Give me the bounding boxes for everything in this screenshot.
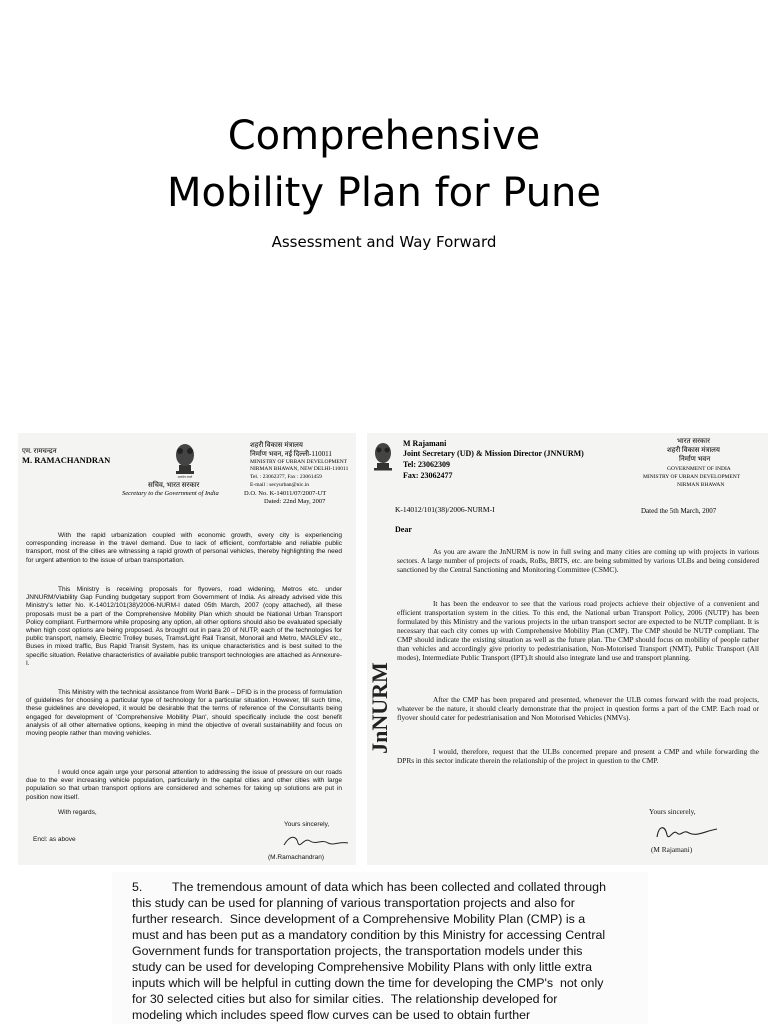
letter-left-para-3: This Ministry with the technical assistance from World Bank – DFID is in the process of formulation of guidelines for choosing a particular type of technology for a particular situation. However, till such time, these guidelines are developed, it would be desirable that the terms of reference of the Consultants being engaged for development of 'Comprehensive Mobility Plan', should specifically include the cost benefit analysis of all other alternative options, keeping in mind the objective of overall sustainability and focus on moving people rather than moving vehicles. [26, 689, 342, 738]
excerpt-line: Government funds for transportation projects, the transportation models under this [132, 944, 583, 958]
ministry-email: E-mail : secyurban@nic.in [250, 482, 309, 488]
excerpt-number: 5. [132, 880, 143, 894]
bhawan-name: NIRMAN BHAWAN [677, 482, 725, 488]
sender-designation: Joint Secretary (UD) & Mission Director (JNNURM) [403, 449, 584, 458]
letter-date: Dated the 5th March, 2007 [641, 507, 717, 515]
page-title [0, 108, 768, 222]
title-line-2: Mobility Plan for Pune [166, 170, 602, 216]
national-emblem-icon [170, 439, 200, 479]
do-number: D.O. No. K-14011/07/2007-UT [244, 490, 327, 497]
sender-fax: Fax: 23062477 [403, 471, 453, 480]
signature-rajamani-icon [653, 821, 723, 843]
letter-left-para-2: This Ministry is receiving proposals for flyovers, road widening, Metros etc. under JNNURM/Viability Gap Funding budgetary support from Government of India. As already advised vide this Ministry's letter No. K-14012/101(38)/2006-NURM-I dated 05th March, 2007 (copy attached), all these proposals must be a part of the Comprehensive Mobility Plan which should be National Urban Transport Policy compliant. Furthermore while proposing any option, all other options should also be evaluated specially when high cost options are being proposed. As brought out in para 20 of NUTP, each of the technologies for public transport, namely, Electric Trolley buses, Trams/Light Rail Transit, Monorail and Metro, MAGLEV etc., Buses in mixed traffic, Bus Rapid Transit System, has its unique characteristics and is best suited to the specific situation. Relative characteristics of available public transport technologies are attached as Annexure-I. [26, 586, 342, 667]
national-emblem-icon [371, 439, 395, 475]
letter-right-signoff: (M Rajamani) [651, 845, 693, 854]
designation: Secretary to the Government of India [122, 490, 219, 497]
excerpt-line: for 30 selected cities but also for similar cities. The relationship developed for [132, 992, 558, 1006]
ministry-address: NIRMAN BHAWAN, NEW DELHI-110011 [250, 466, 349, 472]
ministry-name: MINISTRY OF URBAN DEVELOPMENT [250, 459, 348, 465]
letter-right-yours: Yours sincerely, [649, 807, 696, 816]
excerpt-line: The tremendous amount of data which has been collected and collated through [172, 880, 606, 894]
gov-hindi: भारत सरकार [677, 437, 710, 445]
letter-left-para-4: I would once again urge your personal attention to addressing the issue of pressure on our roads due to the ever increasing vehicle population, particularly in the capital cities and other cities with large population so that urban transport options are considered and schemes for taking up solutions are put in position now itself. [26, 769, 342, 801]
excerpt-line: study can be used for developing Comprehensive Mobility Plans with only little extra [132, 960, 593, 974]
letter-scan-left [18, 433, 356, 865]
sender-name: M. RAMACHANDRAN [22, 455, 111, 465]
jnnurm-watermark: JnNURM [367, 662, 392, 754]
excerpt-line: must and has been put as a mandatory condition by this Ministry for accessing Central [132, 928, 606, 942]
ministry-name: MINISTRY OF URBAN DEVELOPMENT [643, 474, 741, 480]
sender-hindi-name: एम. रामचन्द्रन [22, 447, 57, 455]
bhawan-hindi: निर्माण भवन [679, 455, 711, 463]
excerpt-line: inputs which will be helpful in cutting down the time for developing the CMP's not only [132, 976, 604, 990]
letter-left-regards: With regards, [58, 809, 97, 816]
letter-right-para-4: I would, therefore, request that the ULBs concerned prepare and present a CMP and while forwarding the DPRs in this sector indicate therein the relationship of the project in question to the CMP. [397, 747, 759, 765]
letter-right-para-1: As you are aware the JnNURM is now in full swing and many cities are coming up with projects in various sectors. A large number of projects of roads, RoBs, BRTS, etc. are being submitted by various ULBs and being considered sanctioned by the Central Sanctioning and Monitoring Committee (CSMC). [397, 547, 759, 574]
sender-tel: Tel: 23062309 [403, 460, 451, 469]
letter-right-para-2: It has been the endeavor to see that the various road projects achieve their objective of a convenient and efficient transportation system in the cities. To this end, the National urban Transport Policy, 2006 (NUTP) has been formulated by this Ministry and the various projects in the urban transport sector are expected to be NUTP compliant. It is necessary that each city comes up with Comprehensive Mobility Plan (CMP). The CMP should be NUTP compliant. The CMP should indicate the existing situation as well as the future plan. The CMP should focus on mobility of people rather than vehicles and accordingly give priority to pedestrianisation, Non-Motorised Transport (NMT), Public Transport (All modes), Intermediate Public Transport (IPT).It should also integrate land use and transport planning. [397, 599, 759, 662]
page-subtitle: Assessment and Way Forward [271, 233, 497, 251]
excerpt-line: further research. Since development of a Comprehensive Mobility Plan (CMP) is a [132, 912, 586, 926]
svg-text:सत्यमेव जयते: सत्यमेव जयते [177, 475, 193, 479]
excerpt-line: modeling which includes speed flow curves can be used to obtain further [132, 1008, 531, 1022]
letter-scan-right [367, 433, 768, 865]
salutation: Dear [395, 525, 412, 534]
ministry-hindi: शहरी विकास मंत्रालय [667, 446, 720, 454]
excerpt-line: this study can be used for planning of various transportation projects and also for [132, 896, 575, 910]
signature-ramachandran-icon [282, 831, 352, 851]
letter-left-signoff: (M.Ramachandran) [268, 854, 324, 861]
gov-name: GOVERNMENT OF INDIA [667, 466, 731, 472]
letter-left-para-1: With the rapid urbanization coupled with economic growth, every city is experiencing corresponding increase in the travel demand. Due to lack of efficient, comfortable and reliable public transport, most of the cities are witnessing a rapid growth of personal vehicles, thereby highlighting the need for urgent attention to the issue of urban transportation. [26, 532, 342, 564]
letter-left-yours: Yours sincerely, [284, 821, 330, 828]
title-line-1: Comprehensive [227, 113, 541, 159]
ministry-tel: Tel. : 23062377, Fax : 23061459 [250, 474, 322, 480]
letter-date: Dated: 22nd May, 2007 [264, 498, 326, 505]
designation-hindi: सचिव, भारत सरकार [148, 481, 200, 489]
reference-number: K-14012/101(38)/2006-NURM-I [395, 505, 495, 514]
sender-name: M Rajamani [403, 439, 447, 448]
ministry-hindi: शहरी विकास मंत्रालय [250, 441, 303, 449]
letter-left-enclosure: Encl: as above [33, 836, 76, 843]
report-excerpt [112, 872, 648, 1024]
ministry-hindi-address: निर्माण भवन, नई दिल्ली-110011 [250, 450, 332, 458]
letter-right-para-3: After the CMP has been prepared and presented, whenever the ULB comes forward with the road projects, whatever be the nature, it should clearly demonstrate that the project in question forms a part of the CMP. Each road or flyover should cater for pedestrianisation and Non Motorised Vehicles (NMVs). [397, 695, 759, 722]
